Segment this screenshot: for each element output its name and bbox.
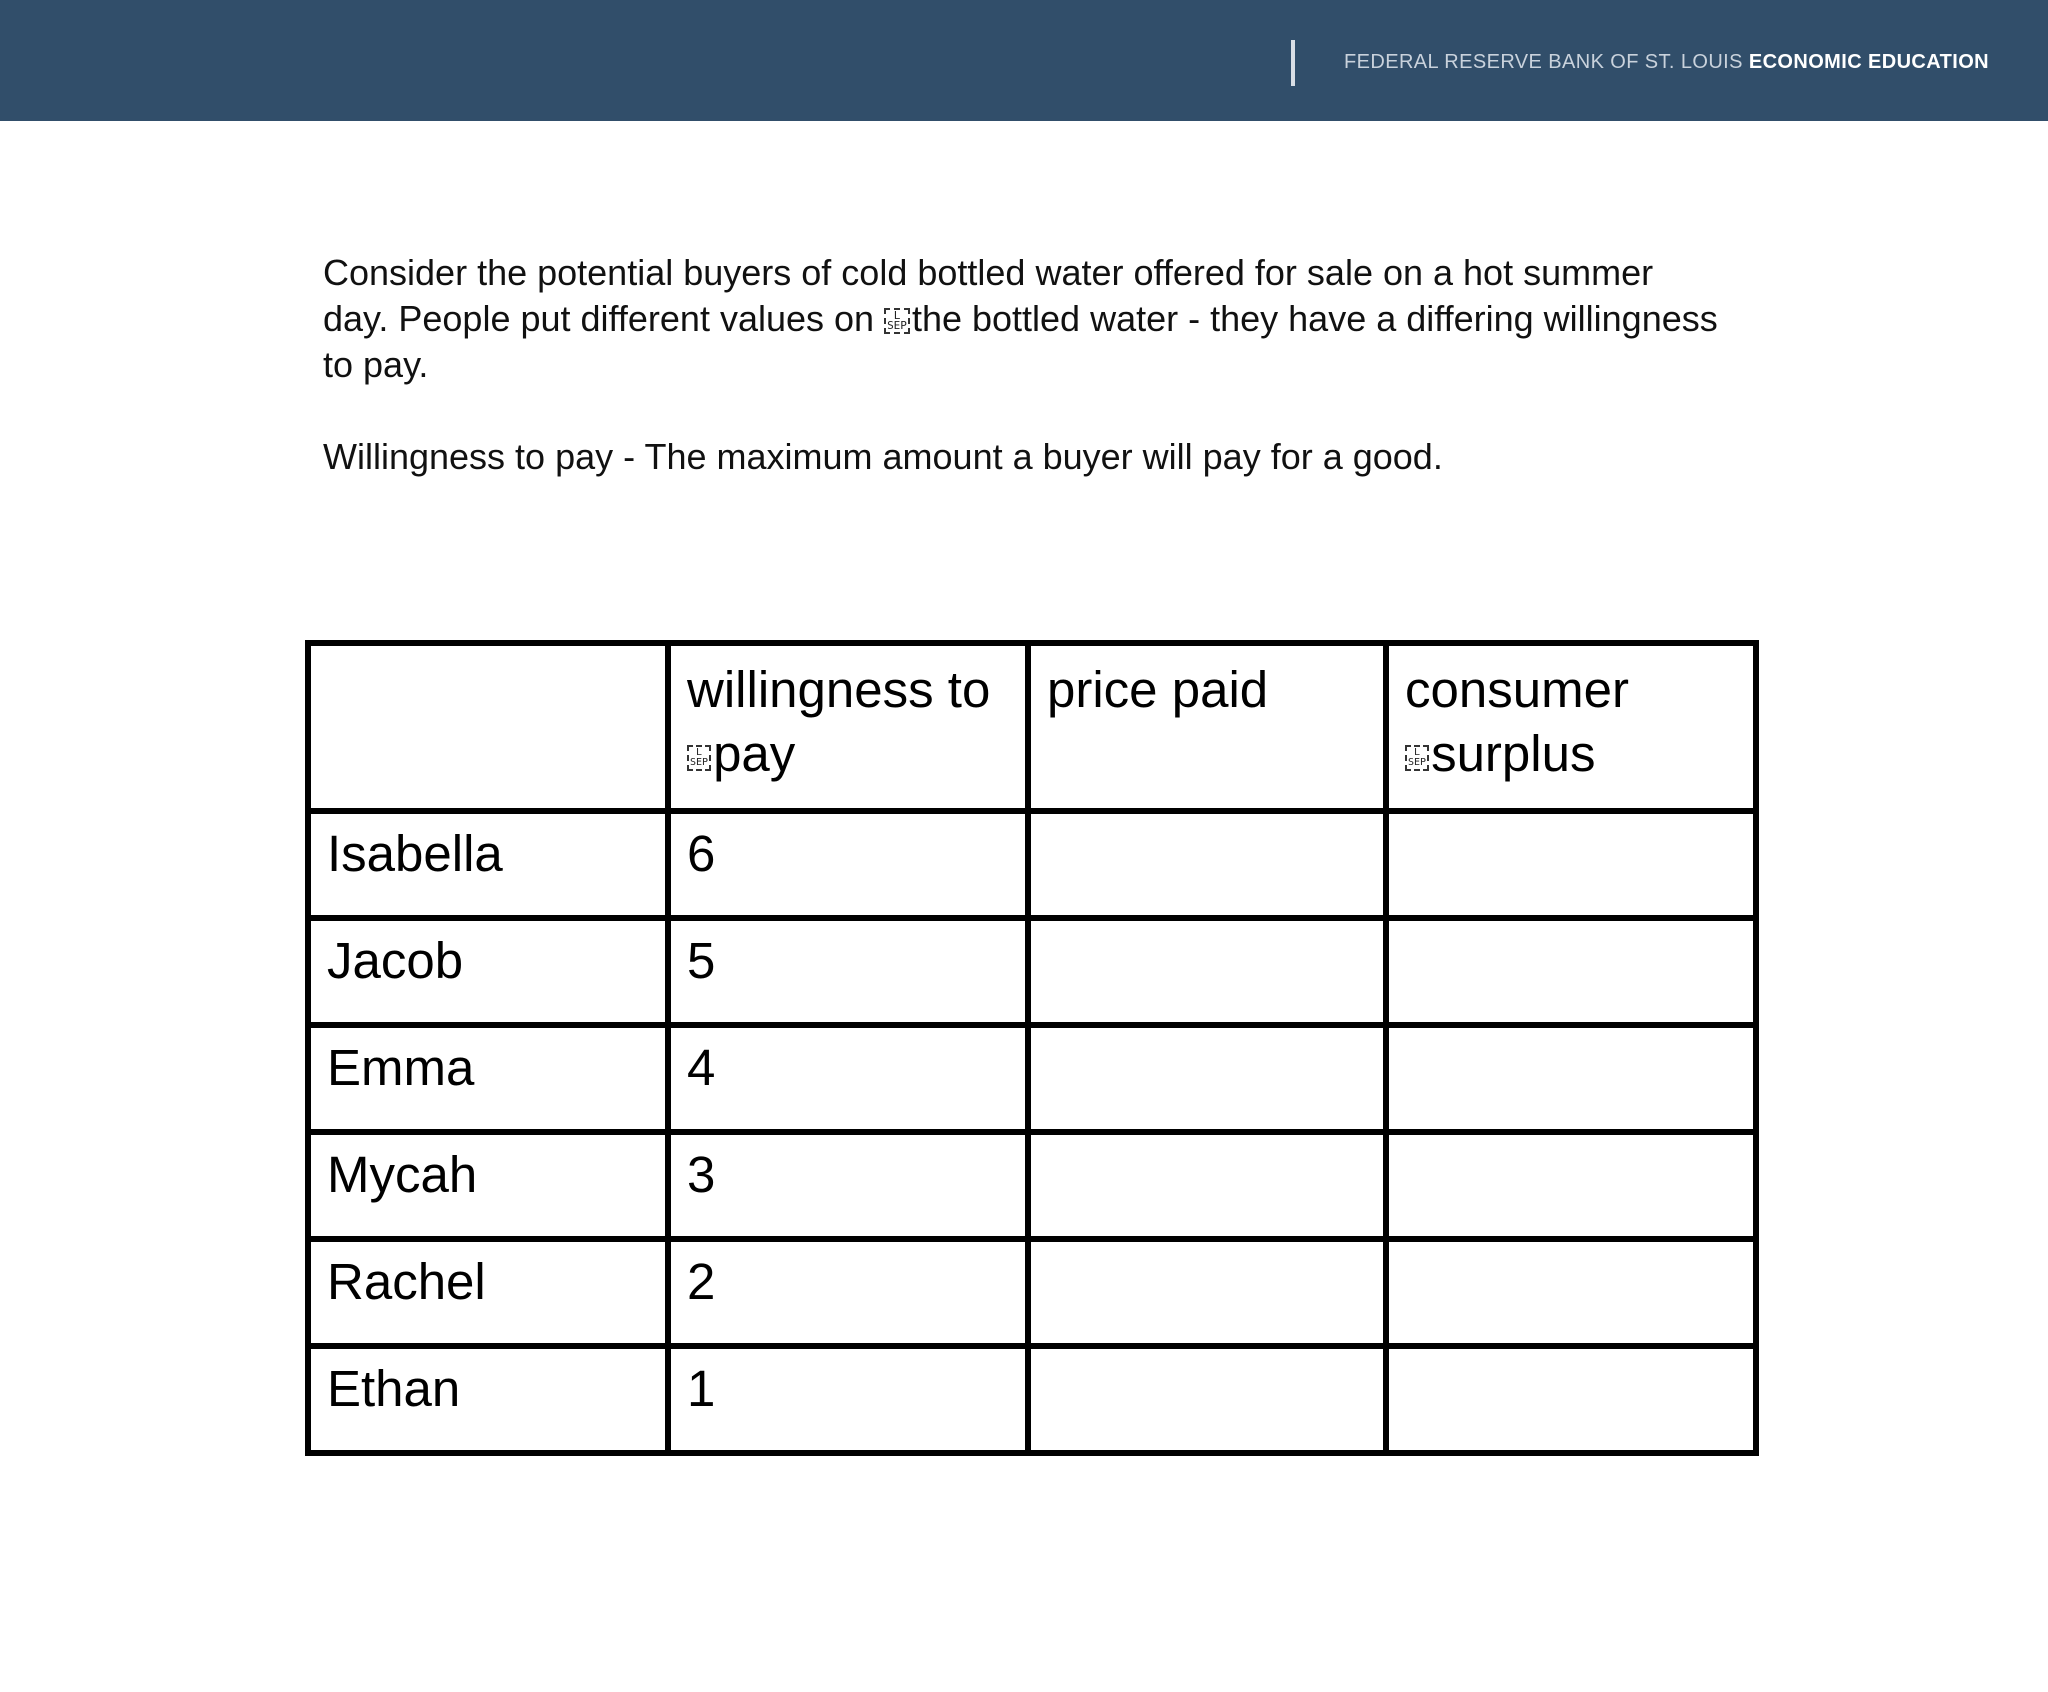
table-row [308,1025,1756,1132]
willingness-value: 4 [668,1025,1028,1132]
header-willingness-line1: willingness to [687,661,991,718]
willingness-value: 3 [668,1132,1028,1239]
consumer-surplus-cell [1386,1132,1756,1239]
header-cell-price-paid: price paid [1028,643,1386,811]
price-paid-cell [1028,918,1386,1025]
glyph-top: L [696,746,703,758]
buyer-name: Ethan [308,1346,668,1453]
consumer-surplus-cell [1386,1239,1756,1346]
willingness-value: 6 [668,811,1028,918]
consumer-surplus-cell [1386,811,1756,918]
willingness-value: 5 [668,918,1028,1025]
buyer-name: Emma [308,1025,668,1132]
glyph-bottom: SEP [690,756,709,768]
consumer-surplus-table [305,640,1759,1456]
separator-glyph-icon [1405,745,1429,771]
willingness-value: 1 [668,1346,1028,1453]
buyer-name: Jacob [308,918,668,1025]
header-surplus-line1: consumer [1405,661,1629,718]
header-surplus-line2: surplus [1431,725,1596,782]
header-cell-willingness [668,643,1028,811]
brand-logo-text [1344,51,1989,74]
price-paid-cell [1028,1132,1386,1239]
separator-glyph-icon [884,308,910,334]
table-row [308,1346,1756,1453]
table-header-row [308,643,1756,811]
header-cell-name [308,643,668,811]
header-willingness-line2: pay [713,725,796,782]
price-paid-cell [1028,1025,1386,1132]
table-row [308,1132,1756,1239]
header-divider [1291,40,1295,86]
glyph-top: L [893,309,901,323]
brand-emphasis: ECONOMIC EDUCATION [1748,51,1990,73]
buyer-name: Rachel [308,1239,668,1346]
definition-text: Willingness to pay - The maximum amount a buyer will pay for a good. [323,436,1443,477]
header-cell-consumer-surplus [1386,643,1756,811]
consumer-surplus-cell [1386,1025,1756,1132]
header-bar [0,0,2048,121]
willingness-value: 2 [668,1239,1028,1346]
glyph-top: L [1414,746,1421,758]
intro-paragraph [323,250,1723,388]
intro-text [323,250,1723,480]
buyer-name: Isabella [308,811,668,918]
separator-glyph-icon [687,745,711,771]
consumer-surplus-cell [1386,918,1756,1025]
intro-line1: Consider the potential buyers of cold bottled water offered for sale on a hot summer day. People put different values on [323,252,1654,339]
brand-prefix: FEDERAL RESERVE BANK OF ST. LOUIS [1344,51,1743,73]
intro-line1-rest: the bottled water - they have a differing willingness to pay. [323,298,1718,385]
table-row [308,811,1756,918]
table-row [308,1239,1756,1346]
price-paid-cell [1028,1239,1386,1346]
price-paid-cell [1028,811,1386,918]
table-row [308,918,1756,1025]
price-paid-cell [1028,1346,1386,1453]
glyph-bottom: SEP [1408,756,1427,768]
buyer-name: Mycah [308,1132,668,1239]
consumer-surplus-cell [1386,1346,1756,1453]
glyph-bottom: SEP [887,319,907,333]
